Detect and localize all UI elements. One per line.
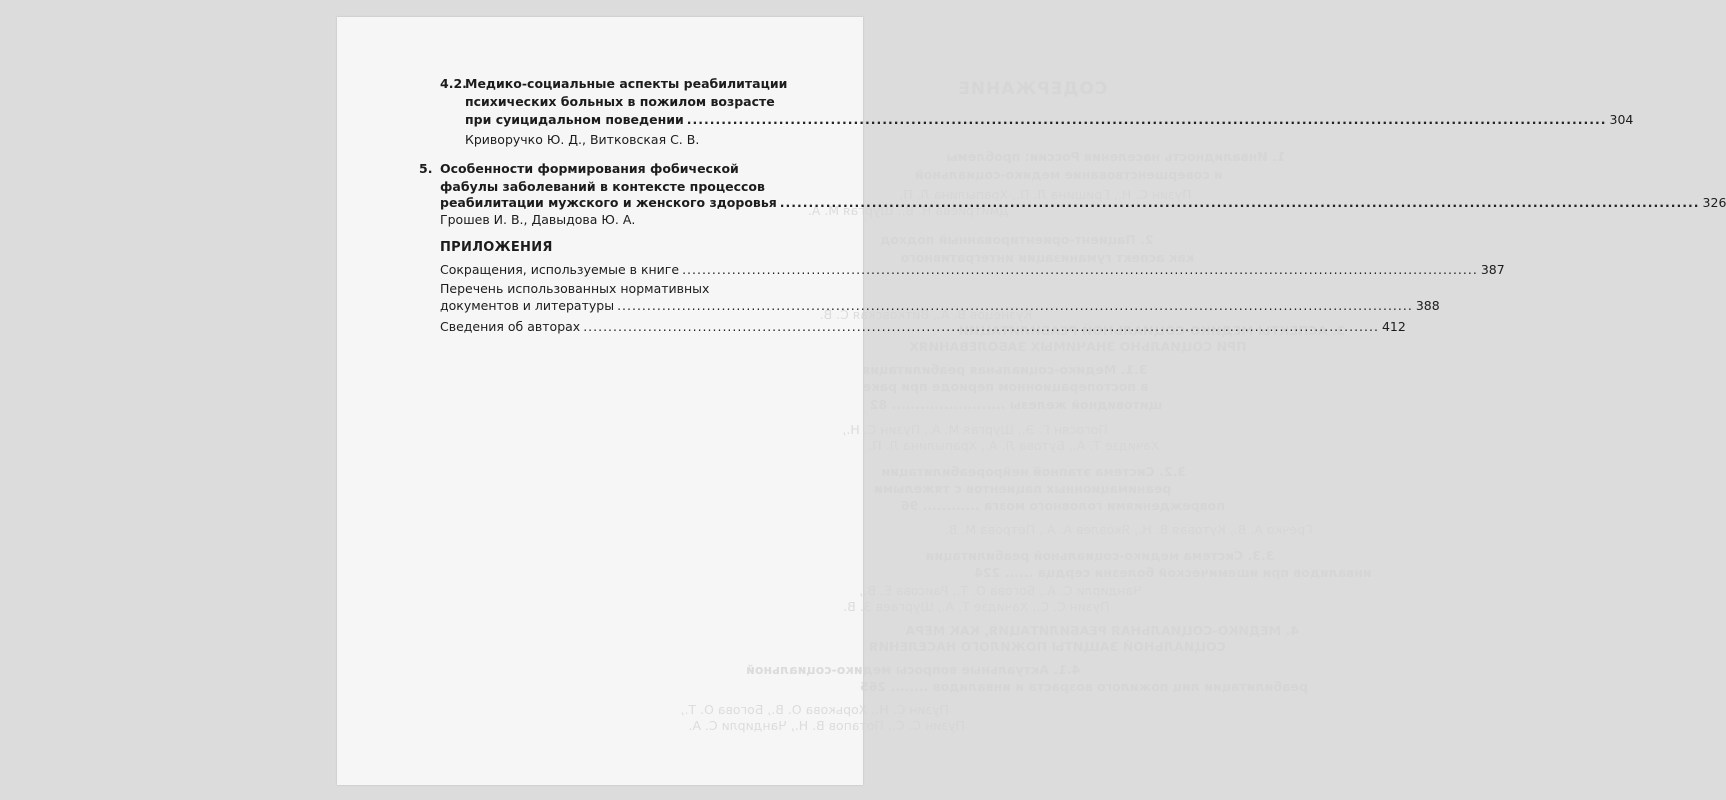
page-number: 388 [1415,298,1440,313]
bleed-line: и совершенствование медико-социальной [914,167,1223,182]
section-title-line: при суицидальном поведении [465,112,684,127]
bleed-line: ПРИ СОЦИАЛЬНО ЗНАЧИМЫХ ЗАБОЛЕВАНИЯХ [909,339,1247,354]
bleed-line: как аспект гуманизации интегративного [900,250,1195,265]
dot-leader [617,297,1413,314]
bleed-line: Кузнецов В. А., Витковская С. В. [819,307,1033,322]
bleed-line: 2. Пациент-ориентированный подход [880,232,1154,247]
dot-leader [583,318,1379,335]
bleed-line: Дмитриева Н. В., Шургая М. А. [807,203,1009,218]
section-title-line: реабилитации мужского и женского здоровья [440,195,777,210]
dot-leader [682,261,1478,278]
dot-leader [687,111,1607,128]
bleed-line: инвалидов при ишемической болезни сердца ...... 224 [974,565,1372,580]
bleed-line: Хачидзе Т. А., Бутова Л. А., Храпылина Л. П. [868,438,1160,453]
toc-entry-4-2[interactable] [465,111,1634,128]
bleed-line: 3.3. Система медико-социальной реабилитации [925,548,1275,563]
page-number: 304 [1609,112,1634,127]
bleed-line: Пузин С. Н., Гришина Л. П., Храпылина Л. П. [899,187,1192,202]
bleed-title: СОДЕРЖАНИЕ [957,79,1108,99]
bleed-line: Погосян Г. Э., Шургая М. А., Пузин С. Н., [842,422,1108,437]
bleed-line: щитовидной железы ........................ 82 [869,397,1163,412]
entry-label: Сведения об авторах [440,319,581,334]
bleed-line: 3.1. Медико-социальная реабилитация [862,362,1148,377]
section-title-line: Медико-социальные аспекты реабилитации [465,76,788,91]
section-title-line: фабулы заболеваний в контексте процессов [440,179,765,194]
entry-label: Перечень использованных нормативных [440,281,710,296]
bleed-line: в постоперационном периоде при раке [862,379,1149,394]
bleed-line: Пузин С. Н., Хорькова О. В., Богова О. Т., [680,702,950,717]
section-number: 4.2. [440,76,467,91]
bleed-line: реанимационных пациентов с тяжелыми [874,481,1172,496]
bleed-line: 4.1. Актуальные вопросы медико-социальной [746,662,1081,677]
bleed-line: Гречко А. В., Кутовая В. Н., Яковлев А. А., Петрова М. В. [944,522,1313,537]
bleed-line: СОЦИАЛЬНОЙ ЗАЩИТЫ ПОЖИЛОГО НАСЕЛЕНИЯ [868,639,1226,654]
bleed-line: 1. Инвалидность населения России: проблемы [946,149,1286,164]
page-number: 387 [1480,262,1505,277]
toc-entry-references[interactable] [440,297,1440,314]
bleed-line: повреждениями головного мозга ............ 96 [900,498,1225,513]
bleed-line: Пузин С. С., Потапов В. Н., Чандирли С. А. [688,718,965,733]
section-authors: Криворучко Ю. Д., Витковская С. В. [465,132,700,147]
bleed-line: 3. АСПЕКТЫ МЕДИКО-СОЦИАЛЬНОЙ РЕАБИЛИТАЦИИ [958,323,1346,338]
page-number: 412 [1381,319,1406,334]
page-number: 326 [1702,195,1726,210]
entry-label: документов и литературы [440,298,615,313]
section-title-line: Особенности формирования фобической [440,161,739,176]
appendix-heading: ПРИЛОЖЕНИЯ [440,240,553,255]
section-title-line: психических больных в пожилом возрасте [465,94,775,109]
section-authors: Грошев И. В., Давыдова Ю. А. [440,212,636,227]
dot-leader [780,194,1700,211]
bleed-line: Пузин С. С., Хачидзе Т. А., Шургаев З. В. [843,599,1110,614]
toc-entry-abbreviations[interactable] [440,261,1505,278]
bleed-line: Чандирли С. А., Богова О. Т., Раисова Е. В., [859,583,1142,598]
bleed-line: реабилитации лиц пожилого возраста и инвалидов ........ 265 [859,679,1308,694]
bleed-line: 4. МЕДИКО-СОЦИАЛЬНАЯ РЕАБИЛИТАЦИЯ, КАК МЕРА [905,623,1299,638]
bleed-line: 3.2. Система этапной нейрореабилитации [881,464,1187,479]
document-page [337,17,1726,785]
section-number: 5. [419,161,433,176]
entry-label: Сокращения, используемые в книге [440,262,680,277]
